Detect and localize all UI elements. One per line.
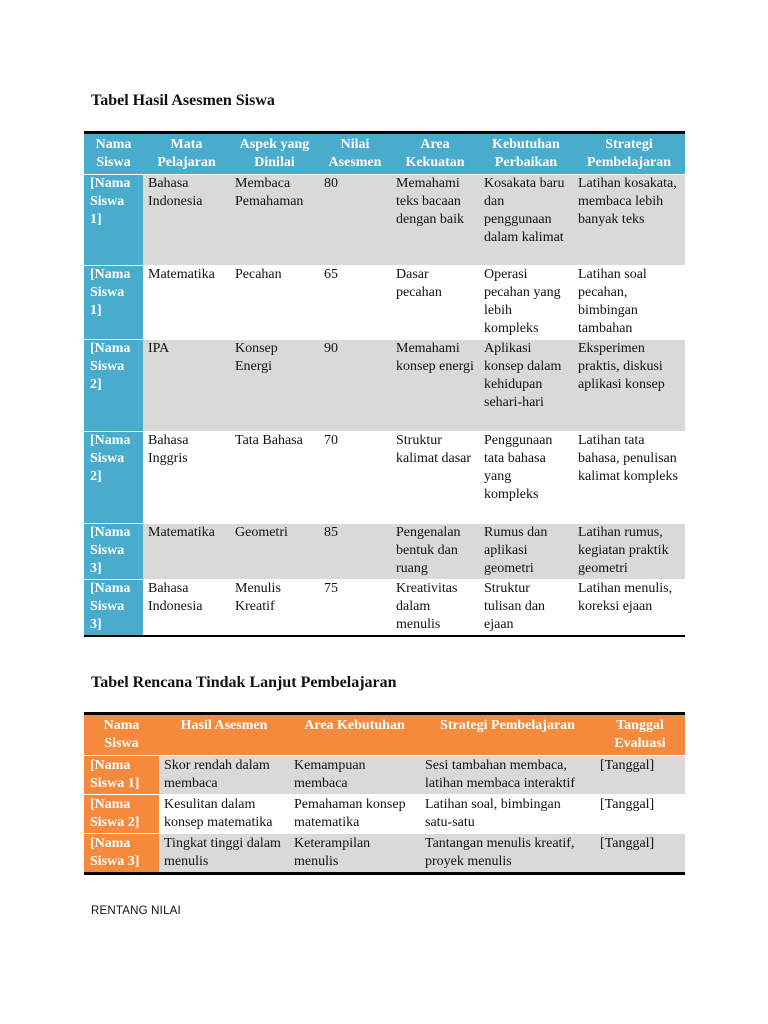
- column-header: Kebutuhan Perbaikan: [492, 137, 560, 170]
- table-cell: Memahami konsep energi: [391, 340, 479, 432]
- table-cell: IPA: [143, 340, 230, 432]
- table-cell: 70: [319, 432, 391, 524]
- table-row: [84, 432, 685, 524]
- table-cell: [Tanggal]: [595, 795, 685, 834]
- table-row: [84, 266, 685, 340]
- table-cell: Operasi pecahan yang lebih kompleks: [479, 266, 573, 340]
- table-cell: Pecahan: [230, 266, 319, 340]
- student-name-cell: [Nama Siswa 2]: [84, 432, 143, 524]
- table-cell: Latihan kosakata, membaca lebih banyak teks: [573, 175, 685, 266]
- student-name-cell: [Nama Siswa 1]: [84, 756, 159, 795]
- table-header-row: [84, 714, 685, 756]
- column-header: Aspek yang Dinilai: [239, 137, 310, 170]
- table-cell: Bahasa Indonesia: [143, 175, 230, 266]
- table-cell: Struktur tulisan dan ejaan: [479, 580, 573, 636]
- student-name-cell: [Nama Siswa 1]: [84, 266, 143, 340]
- table-cell: Eksperimen praktis, diskusi aplikasi konsep: [573, 340, 685, 432]
- table-row: [84, 340, 685, 432]
- table-cell: Konsep Energi: [230, 340, 319, 432]
- table-cell: Kreativitas dalam menulis: [391, 580, 479, 636]
- table-row: [84, 580, 685, 636]
- table-cell: 75: [319, 580, 391, 636]
- table-cell: 90: [319, 340, 391, 432]
- table-cell: Aplikasi konsep dalam kehidupan sehari-hari: [479, 340, 573, 432]
- table-cell: Sesi tambahan membaca, latihan membaca interaktif: [420, 756, 595, 795]
- column-header: Hasil Asesmen: [180, 718, 268, 733]
- student-name-cell: [Nama Siswa 1]: [84, 175, 143, 266]
- table-cell: 80: [319, 175, 391, 266]
- table-cell: Struktur kalimat dasar: [391, 432, 479, 524]
- table-cell: Tantangan menulis kreatif, proyek menulis: [420, 834, 595, 874]
- column-header: Tanggal Evaluasi: [614, 718, 666, 751]
- student-name-cell: [Nama Siswa 2]: [84, 340, 143, 432]
- column-header: Area Kekuatan: [405, 137, 465, 170]
- table-cell: Kesulitan dalam konsep matematika: [159, 795, 289, 834]
- table-cell: Matematika: [143, 524, 230, 580]
- table-cell: Latihan soal, bimbingan satu-satu: [420, 795, 595, 834]
- table-row: [84, 524, 685, 580]
- table-cell: [Tanggal]: [595, 756, 685, 795]
- column-header: Area Kebutuhan: [304, 718, 405, 733]
- assessment-results-table: [84, 131, 685, 637]
- table-cell: Rumus dan aplikasi geometri: [479, 524, 573, 580]
- table-row: [84, 756, 685, 795]
- table-cell: 85: [319, 524, 391, 580]
- table-cell: Latihan rumus, kegiatan praktik geometri: [573, 524, 685, 580]
- table2-title: Tabel Rencana Tindak Lanjut Pembelajaran: [91, 674, 397, 691]
- table-cell: Latihan tata bahasa, penulisan kalimat kompleks: [573, 432, 685, 524]
- table-cell: Kemampuan membaca: [289, 756, 420, 795]
- table-cell: Skor rendah dalam membaca: [159, 756, 289, 795]
- table1-title: Tabel Hasil Asesmen Siswa: [91, 92, 275, 109]
- table-cell: Latihan soal pecahan, bimbingan tambahan: [573, 266, 685, 340]
- table-cell: Memahami teks bacaan dengan baik: [391, 175, 479, 266]
- table-cell: Keterampilan menulis: [289, 834, 420, 874]
- student-name-cell: [Nama Siswa 2]: [84, 795, 159, 834]
- table-cell: Pemahaman konsep matematika: [289, 795, 420, 834]
- table-cell: Dasar pecahan: [391, 266, 479, 340]
- table-cell: Geometri: [230, 524, 319, 580]
- table-cell: Membaca Pemahaman: [230, 175, 319, 266]
- column-header: Nama Siswa: [95, 137, 132, 170]
- table-cell: [Tanggal]: [595, 834, 685, 874]
- footer-heading: RENTANG NILAI: [91, 905, 181, 917]
- table-row: [84, 834, 685, 874]
- table-cell: Menulis Kreatif: [230, 580, 319, 636]
- table-cell: Pengenalan bentuk dan ruang: [391, 524, 479, 580]
- table-cell: Latihan menulis, koreksi ejaan: [573, 580, 685, 636]
- table-cell: Bahasa Inggris: [143, 432, 230, 524]
- table-header-row: [84, 133, 685, 175]
- column-header: Nilai Asesmen: [328, 137, 382, 170]
- table-cell: Matematika: [143, 266, 230, 340]
- table-cell: 65: [319, 266, 391, 340]
- table-row: [84, 795, 685, 834]
- student-name-cell: [Nama Siswa 3]: [84, 834, 159, 874]
- student-name-cell: [Nama Siswa 3]: [84, 580, 143, 636]
- student-name-cell: [Nama Siswa 3]: [84, 524, 143, 580]
- table-cell: Tata Bahasa: [230, 432, 319, 524]
- column-header: Nama Siswa: [103, 718, 140, 751]
- follow-up-plan-table: [84, 712, 685, 875]
- table-cell: Tingkat tinggi dalam menulis: [159, 834, 289, 874]
- column-header: Strategi Pembelajaran: [440, 718, 575, 733]
- table-cell: Bahasa Indonesia: [143, 580, 230, 636]
- table-cell: Penggunaan tata bahasa yang kompleks: [479, 432, 573, 524]
- table-cell: Kosakata baru dan penggunaan dalam kalimat: [479, 175, 573, 266]
- column-header: Strategi Pembelajaran: [587, 137, 671, 170]
- table-row: [84, 175, 685, 266]
- column-header: Mata Pelajaran: [157, 137, 216, 170]
